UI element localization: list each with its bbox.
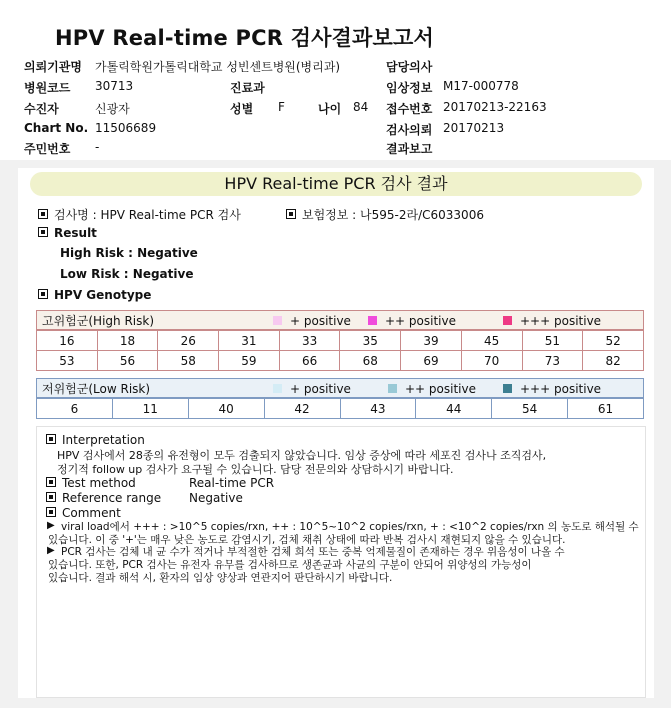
legend-item [273,379,351,399]
receipt-no-value: 20170213-22163 [443,100,547,114]
sex-value: F [278,100,285,114]
genotype-cell: 44 [416,399,492,419]
low-risk-table [36,398,644,419]
info-label: Chart No. [24,121,89,135]
genotype-cell: 82 [583,351,644,371]
report-header [0,0,671,160]
genotype-cell: 66 [279,351,340,371]
info-label: 병원코드 [24,81,71,95]
legend-item [273,311,351,331]
report-title: HPV Real-time PCR 검사결과보고서 [55,26,434,50]
genotype-cell: 45 [461,331,522,351]
genotype-cell: 73 [522,351,583,371]
checkbox-icon [46,492,56,502]
info-label: 주민번호 [24,142,71,156]
institution-value: 가톨릭학원가톨릭대학교 성빈센트병원(병리과) [95,60,341,74]
genotype-heading-text: HPV Genotype [54,288,152,302]
interpretation-heading [46,433,145,447]
genotype-cell: 43 [340,399,416,419]
genotype-cell: 40 [188,399,264,419]
request-date-value: 20170213 [443,121,505,135]
legend-text: +++ positive [520,382,602,396]
comment-line: 있습니다. 또한, PCR 검사는 유전자 유무를 검사하므로 생존균과 사균의 구분이 안되어 위양성의 가능성이 [48,559,532,571]
comment-row [46,506,121,520]
checkbox-icon [46,507,56,517]
checkbox-icon [46,434,56,444]
reference-range-row [46,491,161,505]
interpretation-heading-text: Interpretation [62,433,145,447]
comment-line: viral load에서 +++ : >10^5 copies/rxn, ++ : 10^5~10^2 copies/rxn, + : <10^2 copies/rxn 의 농도로 해석될 수 [61,521,639,533]
high-risk-result: High Risk : Negative [60,246,198,260]
clinical-info-value: M17-000778 [443,79,519,93]
section-banner: HPV Real-time PCR 검사 결과 [30,172,642,196]
bullet-icon: ▶ [47,545,55,556]
low-risk-result: Low Risk : Negative [60,267,194,281]
genotype-cell: 70 [461,351,522,371]
comment-line: PCR 검사는 검체 내 균 수가 적거나 부적절한 검체 희석 또는 중복 억제물질이 존재하는 경우 위음성이 나올 수 [61,546,565,558]
info-label: 임상정보 [386,81,433,95]
age-label: 나이 [318,102,342,116]
interpretation-box [36,426,646,698]
test-method-label: Test method [62,476,136,490]
resident-no-value: - [95,140,100,154]
info-label: 결과보고 [386,142,433,156]
genotype-cell: 16 [37,331,98,351]
genotype-cell: 26 [158,331,219,351]
legend-item [503,311,601,331]
comment-line: 있습니다. 이 중 '+'는 매우 낮은 농도로 감염시기, 검체 채취 상태에 따라 반복 검사시 재현되지 않을 수 있습니다. [48,534,566,546]
chart-no-value: 11506689 [95,121,157,135]
genotype-row [37,351,644,371]
legend-swatch [503,384,512,393]
genotype-cell: 11 [112,399,188,419]
comment-line: 있습니다. 결과 해석 시, 환자의 임상 양상과 연관지어 판단하시기 바랍니다. [48,572,393,584]
genotype-cell: 35 [340,331,401,351]
legend-item [503,379,601,399]
comment-label: Comment [62,506,121,520]
insurance-info [286,206,484,223]
legend-swatch [368,316,377,325]
legend-swatch [503,316,512,325]
age-value: 84 [353,100,369,114]
legend-text: + positive [290,382,351,396]
genotype-cell: 68 [340,351,401,371]
sex-label: 성별 [230,102,254,116]
test-name-text: 검사명 : HPV Real-time PCR 검사 [54,208,241,222]
genotype-cell: 31 [219,331,280,351]
insurance-text: 보험정보 : 나595-2라/C6033006 [302,208,484,222]
checkbox-icon [38,227,48,237]
legend-item [388,379,476,399]
genotype-cell: 58 [158,351,219,371]
info-label: 접수번호 [386,102,433,116]
checkbox-icon [38,289,48,299]
info-label: 담당의사 [386,60,433,74]
genotype-row [37,399,644,419]
genotype-cell: 6 [37,399,113,419]
genotype-cell: 51 [522,331,583,351]
genotype-cell: 61 [568,399,644,419]
genotype-cell: 52 [583,331,644,351]
genotype-cell: 33 [279,331,340,351]
hospital-code-value: 30713 [95,79,134,93]
result-heading-text: Result [54,226,97,240]
genotype-cell: 53 [37,351,98,371]
legend-text: +++ positive [520,314,602,328]
high-risk-header [36,310,644,330]
patient-name-value: 신광자 [95,102,130,116]
test-name [38,206,241,223]
genotype-cell: 18 [97,331,158,351]
genotype-cell: 69 [401,351,462,371]
interpretation-line: HPV 검사에서 28종의 유전형이 모두 검출되지 않았습니다. 임상 증상에 따라 세포진 검사나 조직검사, [57,449,547,462]
interpretation-line: 정기적 follow up 검사가 요구될 수 있습니다. 담당 전문의와 상담하시기 바랍니다. [57,463,454,476]
genotype-heading [38,288,151,302]
legend-swatch [388,384,397,393]
genotype-cell: 54 [492,399,568,419]
legend-item [368,311,456,331]
reference-range-value: Negative [189,491,243,505]
bullet-icon: ▶ [47,520,55,531]
low-risk-label: 저위험군(Low Risk) [42,382,151,396]
test-method-row [46,476,136,490]
legend-text: + positive [290,314,351,328]
legend-text: ++ positive [385,314,456,328]
genotype-cell: 39 [401,331,462,351]
legend-text: ++ positive [405,382,476,396]
checkbox-icon [286,209,296,219]
reference-range-label: Reference range [62,491,162,505]
result-heading [38,226,97,240]
test-method-value: Real-time PCR [189,476,275,490]
genotype-cell: 59 [219,351,280,371]
high-risk-table [36,330,644,371]
genotype-cell: 42 [264,399,340,419]
info-label: 검사의뢰 [386,123,433,137]
checkbox-icon [46,477,56,487]
info-label: 수진자 [24,102,59,116]
dept-label: 진료과 [230,81,265,95]
genotype-row [37,331,644,351]
checkbox-icon [38,209,48,219]
legend-swatch [273,384,282,393]
genotype-cell: 56 [97,351,158,371]
legend-swatch [273,316,282,325]
info-label: 의뢰기관명 [24,60,82,74]
low-risk-header [36,378,644,398]
high-risk-label: 고위험군(High Risk) [42,314,154,328]
